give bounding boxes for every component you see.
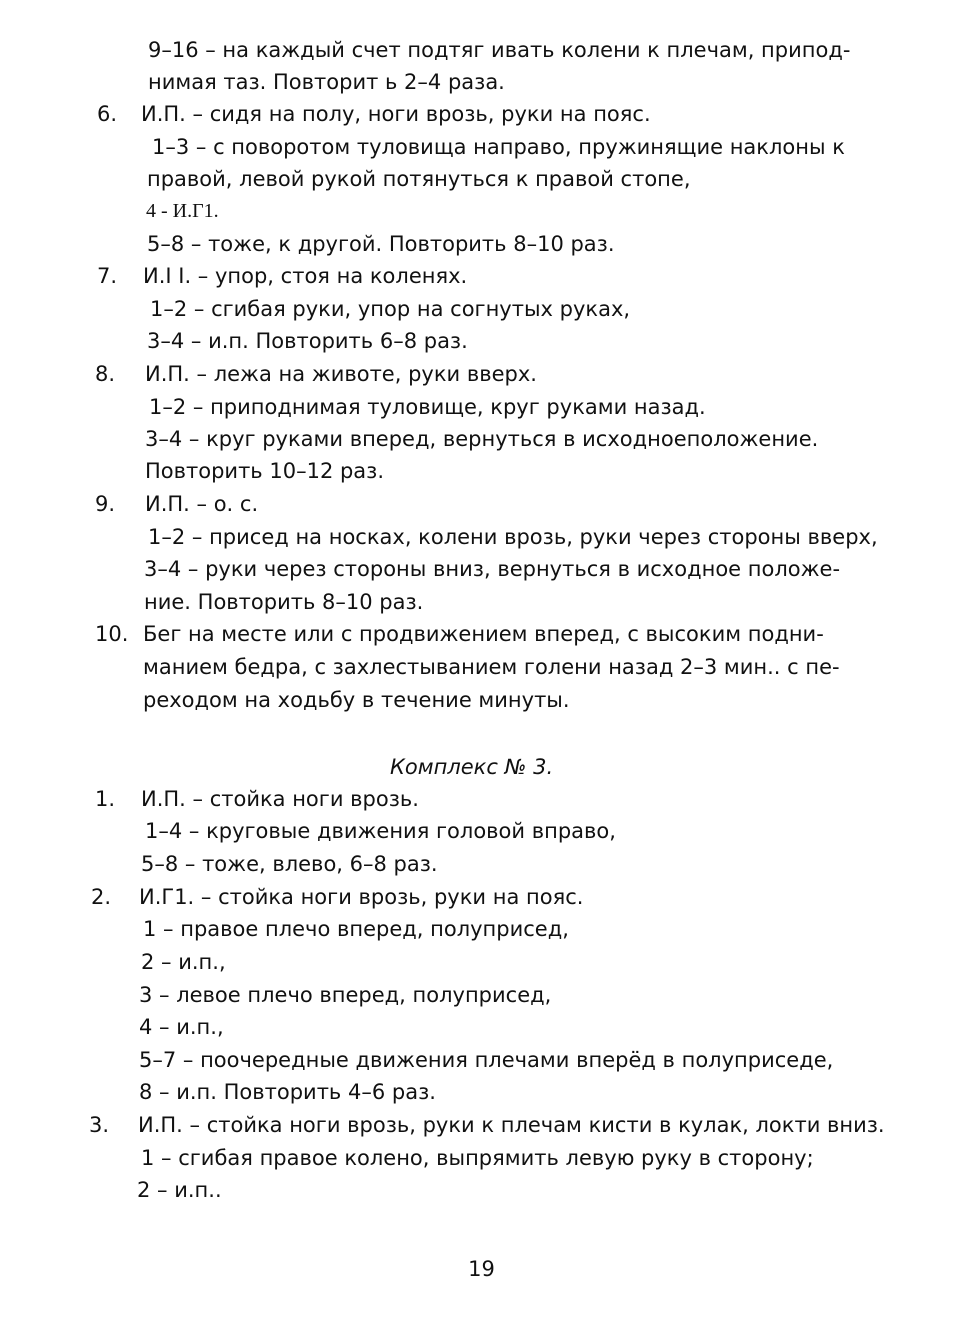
text-line: 5–7 – поочередные движения плечами вперёд в полуприседе, [139,1048,834,1072]
text-line: 1–2 – присед на носках, колени врозь, руки через стороны вверх, [148,525,878,549]
text-line: 5–8 – тоже, к другой. Повторить 8–10 раз. [147,232,615,256]
text-line: 1–4 – круговые движения головой вправо, [145,819,616,843]
text-line: 4 – и.п., [139,1015,224,1039]
item-number: 2. [91,885,112,909]
text-line: 3 – левое плечо вперед, полуприсед, [139,983,552,1007]
text-line: 8 – и.п. Повторить 4–6 раз. [139,1080,436,1104]
text-line: манием бедра, с захлестыванием голени назад 2–3 мин.. с пе- [143,655,840,679]
text-line: И.П. – лежа на животе, руки вверх. [145,362,537,386]
text-line: 1–2 – сгибая руки, упор на согнутых руках, [150,297,631,321]
item-number: 8. [95,362,116,386]
text-line: 4 - И.Г1. [146,200,219,222]
text-line: ние. Повторить 8–10 раз. [144,590,424,614]
text-line: И.П. – стойка ноги врозь, руки к плечам кисти в кулак, локти вниз. [138,1113,885,1137]
text-line: нимая таз. Повторит ь 2–4 раза. [148,70,505,94]
text-line: Повторить 10–12 раз. [145,459,385,483]
item-number: 7. [97,264,118,288]
item-number: 1. [95,787,116,811]
text-line: 1–2 – приподнимая туловище, круг руками назад. [149,395,706,419]
text-line: правой, левой рукой потянуться к правой стопе, [147,167,691,191]
text-line: И.I I. – упор, стоя на коленях. [143,264,468,288]
text-line: И.Г1. – стойка ноги врозь, руки на пояс. [139,885,584,909]
page-number: 19 [468,1257,495,1281]
text-line: Бег на месте или с продвижением вперед, с высоким подни- [143,622,824,646]
text-line: 1–3 – с поворотом туловища направо, пружинящие наклоны к [152,135,845,159]
text-line: 9–16 – на каждый счет подтяг ивать колени к плечам, припод- [148,38,851,62]
text-line: реходом на ходьбу в течение минуты. [143,688,570,712]
text-line: 3–4 – руки через стороны вниз, вернуться в исходное положе- [144,557,841,581]
text-line: И.П. – о. с. [145,492,259,516]
section-title: Комплекс № 3. [390,755,554,779]
text-line: 1 – сгибая правое колено, выпрямить левую руку в сторону; [141,1146,814,1170]
text-line: 1 – правое плечо вперед, полуприсед, [143,917,569,941]
item-number: 10. [95,622,129,646]
item-number: 6. [97,102,118,126]
text-line: 3–4 – и.п. Повторить 6–8 раз. [147,329,468,353]
text-line: И.П. – стойка ноги врозь. [141,787,419,811]
item-number: 9. [95,492,116,516]
text-line: И.П. – сидя на полу, ноги врозь, руки на пояс. [141,102,651,126]
item-number: 3. [89,1113,110,1137]
text-line: 2 – и.п.. [137,1178,222,1202]
text-line: 3–4 – круг руками вперед, вернуться в исходноеположение. [145,427,819,451]
text-line: 2 – и.п., [141,950,226,974]
text-line: 5–8 – тоже, влево, 6–8 раз. [141,852,438,876]
